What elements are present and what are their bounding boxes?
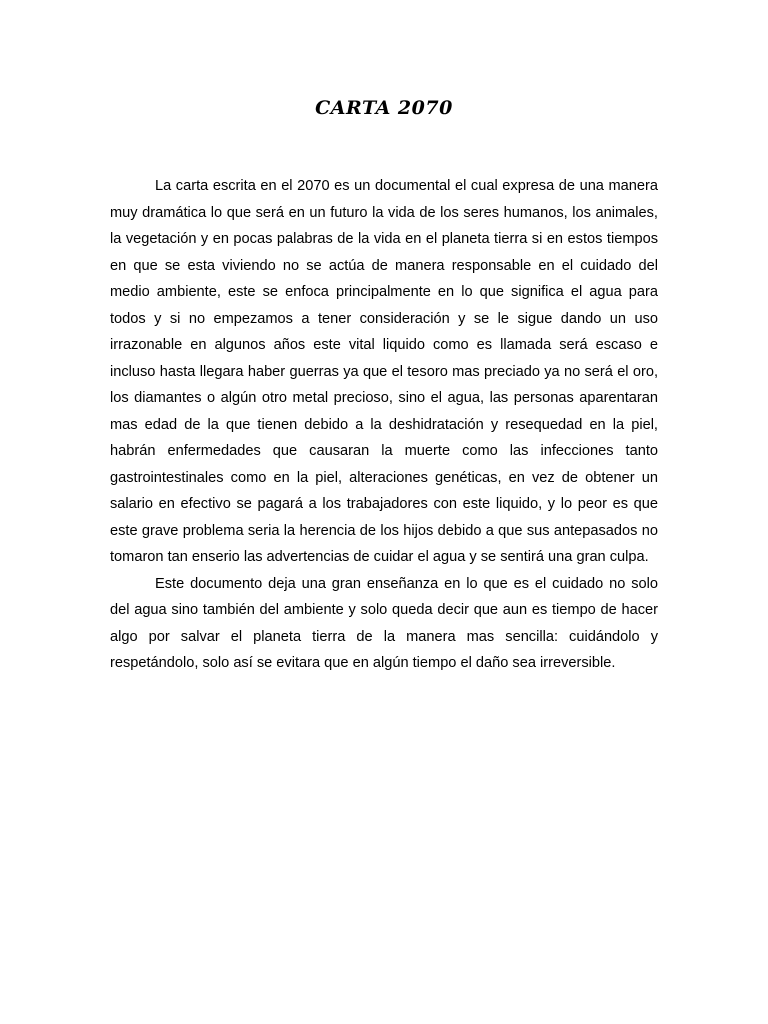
paragraph-1: La carta escrita en el 2070 es un documental el cual expresa de una manera muy dramática lo que será en un futuro la vida de los seres humanos, los animales, la vegetación y en pocas palabras de la vida en el planeta tierra si en estos tiempos en que se esta viviendo no se actúa de manera responsable en el cuidado del medio ambiente, este se enfoca principalmente en lo que significa el agua para todos y si no empezamos a tener consideración y se le sigue dando un uso irrazonable en algunos años este vital liquido como es llamada será escaso e incluso hasta llegara haber guerras ya que el tesoro mas preciado ya no será el oro, los diamantes o algún otro metal precioso, sino el agua, las personas aparentaran mas edad de la que tienen debido a la deshidratación y resequedad en la piel, habrán enfermedades que causaran la muerte como las infecciones tanto gastrointestinales como en la piel, alteraciones genéticas, en vez de obtener un salario en efectivo se pagará a los trabajadores con este liquido, y lo peor es que este grave problema seria la herencia de los hijos debido a que sus antepasados no tomaron tan enserio las advertencias de cuidar el agua y se sentirá una gran culpa. xyxy=(110,178,658,565)
document-body xyxy=(110,173,658,677)
document-title: CARTA 2070 xyxy=(315,97,453,119)
paragraph-2: Este documento deja una gran enseñanza en lo que es el cuidado no solo del agua sino también del ambiente y solo queda decir que aun es tiempo de hacer algo por salvar el planeta tierra de la manera mas sencilla: cuidándolo y respetándolo, solo así se evitara que en algún tiempo el daño sea irreversible. xyxy=(110,575,658,671)
